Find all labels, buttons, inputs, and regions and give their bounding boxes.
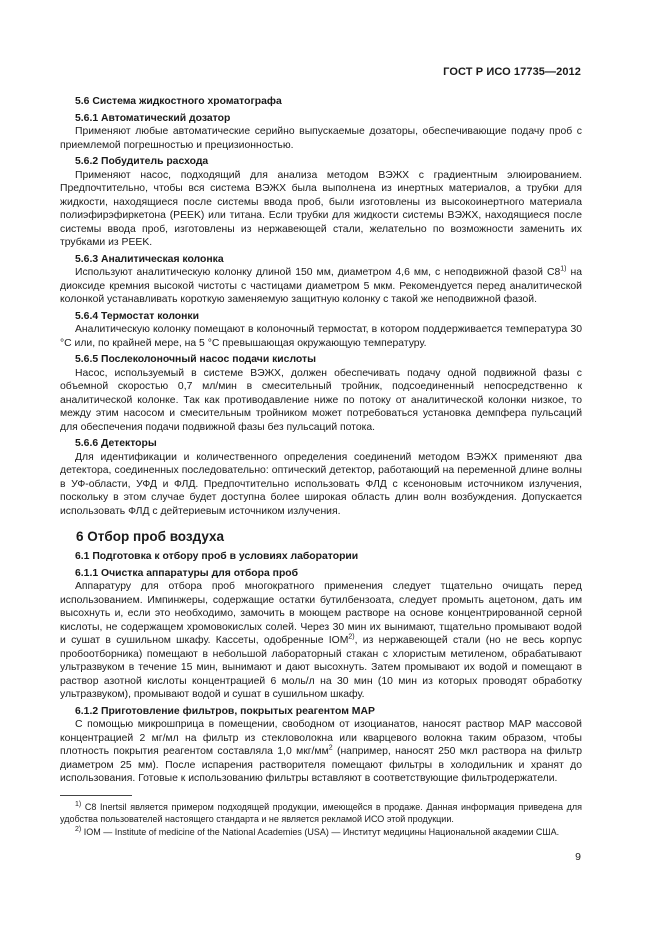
text-part: (например, наносят 250 мкл раствора на фильтр диаметром 25 мм). После испарения растворителя помещают фильтры в холодильник и хранят до использования. Готовые к использованию фильтры вставляют в соответствующие фильтродержатели. xyxy=(60,746,582,784)
section-6-1-title: 6.1 Подготовка к отбору проб в условиях лаборатории xyxy=(75,551,359,562)
section-5-6-title: 5.6 Система жидкостного хроматографа xyxy=(75,96,282,107)
footnote-2-text: IOM — Institute of medicine of the National Academies (USA) — Институт медицины Национальной академии США. xyxy=(81,826,560,837)
page-content xyxy=(60,95,582,838)
footnote-ref-2: 2) xyxy=(348,633,355,641)
section-5-6-6-title: 5.6.6 Детекторы xyxy=(75,438,157,449)
section-5-6-6-text: Для идентификации и количественного определения соединений методом ВЭЖХ применяют два детектора, соединенных последовательно: оптический детектор, работающий на переменной длине волны в УФ-области, УФД и ФЛД. Предпочтительно использовать ФЛД с ксеноновым источником излучения, поскольку в этом случае будет доступна более широкая область длин волн возбуждения. Допускается использовать ФЛД с дейтериевым источником излучения. xyxy=(60,451,582,517)
page-header: ГОСТ Р ИСО 17735—2012 xyxy=(443,66,581,78)
section-6-1-1-title: 6.1.1 Очистка аппаратуры для отбора проб xyxy=(75,567,299,579)
text-part: на диоксиде кремния высокой чистоты с частицами диаметром 5 мкм. Рекомендуется перед аналитической колонкой устанавливать короткую заменяемую защитную колонку с такой же неподвижной фазой. xyxy=(60,267,582,305)
page-number: 9 xyxy=(575,851,581,863)
section-5-6-1-title: 5.6.1 Автоматический дозатор xyxy=(75,112,231,124)
section-5-6-3-title: 5.6.3 Аналитическая колонка xyxy=(75,253,224,265)
section-5-6-3-text xyxy=(60,266,582,307)
section-5-6-2-title: 5.6.2 Побудитель расхода xyxy=(75,156,209,167)
superscript-exponent: 2 xyxy=(328,744,333,752)
section-6-1-1-text xyxy=(60,580,582,702)
footnote-1 xyxy=(60,801,582,826)
text-part: С помощью микрошприца в помещении, свободном от изоцианатов, наносят раствор MAP массовой концентрацией 2 мг/мл на фильтр из стекловолокна или кварцевого волокна таким образом, чтобы плотность покрытия реагентом составляла 1,0 мкг/мм xyxy=(60,719,582,757)
section-6-1-2-text xyxy=(60,718,582,786)
section-5-6-1-text: Применяют любые автоматические серийно выпускаемые дозаторы, обеспечивающие подачу проб с приемлемой погрешностью и прецизионностью. xyxy=(60,126,582,151)
footnote-separator xyxy=(60,795,132,796)
text-part: Аппаратуру для отбора проб многократного применения следует тщательно очищать перед использованием. Импинжеры, содержащие остатки бутилбензоата, следует промыть ацетоном, дать им высохнуть и, если это необходимо, замочить в моющем растворе на основе концентрированной серной кислоты, не содержащем хромовокислых солей. Через 30 мин их вынимают, тщательно промывают водой и сушат в сушильном шкафу. Кассеты, одобренные IOM xyxy=(60,581,582,646)
text-part: Используют аналитическую колонку длиной 150 мм, диаметром 4,6 мм, с неподвижной фазой C8 xyxy=(75,267,561,278)
section-6-title: 6 Отбор проб воздуха xyxy=(76,529,225,544)
footnote-ref-1: 1) xyxy=(560,265,567,273)
section-5-6-5-text: Насос, используемый в системе ВЭЖХ, должен обеспечивать подачу одной подвижной фазы с объемной скоростью 0,7 мл/мин в смесительный тройник, подсоединенный непосредственно к аналитической колонке. Так как противодавление ниже по потоку от аналитической колонки низкое, то между этим насосом и смесительным тройником может потребоваться установка демпфера пульсаций для обеспечения подачи подвижной фазы без пульсаций потока. xyxy=(60,367,582,433)
footnote-2-mark: 2) xyxy=(75,825,82,833)
text-part: , из нержавеющей стали (но не весь корпус пробоотборника) помещают в небольшой лабораторный стакан с хлористым метиленом, обрабатывают ультразвуком в течение 15 мин, вынимают и дают высохнуть. Затем промывают их водой и помещают в раствор азотной кислоты концентрацией 6 моль/л на 30 мин (10 мин из которых проводят обработку ультразвуком), промывают водой и сушат в сушильном шкафу. xyxy=(60,635,582,700)
footnote-2 xyxy=(60,826,582,839)
section-6-1-2-title: 6.1.2 Приготовление фильтров, покрытых реагентом MAP xyxy=(75,705,375,717)
section-5-6-2-text: Применяют насос, подходящий для анализа методом ВЭЖХ с градиентным элюированием. Предпочтительно, чтобы вся система ВЭЖХ была выполнена из инертных материалов, а трубки для жидкости, находящиеся после системы ввода проб, были изготовлены из высокоинертного материала полиэфирэфиркетона (PEEK) или титана. Если трубки для жидкости системы ВЭЖХ, находящиеся после системы ввода проб, изготовлены из нержавеющей стали, желательно по возможности заменить их трубками из PEEK. xyxy=(60,169,582,248)
footnote-1-text: C8 Inertsil является примером подходящей продукции, имеющейся в продаже. Данная информация приведена для удобства пользователей настоящего стандарта и не является рекламой ИСО этой продукции. xyxy=(60,801,582,824)
footnote-1-mark: 1) xyxy=(75,800,82,808)
section-5-6-5-title: 5.6.5 Послеколоночный насос подачи кислоты xyxy=(75,354,316,365)
section-5-6-4-title: 5.6.4 Термостат колонки xyxy=(75,310,200,322)
section-5-6-4-text: Аналитическую колонку помещают в колоночный термостат, в котором поддерживается температура 30 °C или, по крайней мере, на 5 °C превышающая окружающую температуру. xyxy=(60,324,582,349)
